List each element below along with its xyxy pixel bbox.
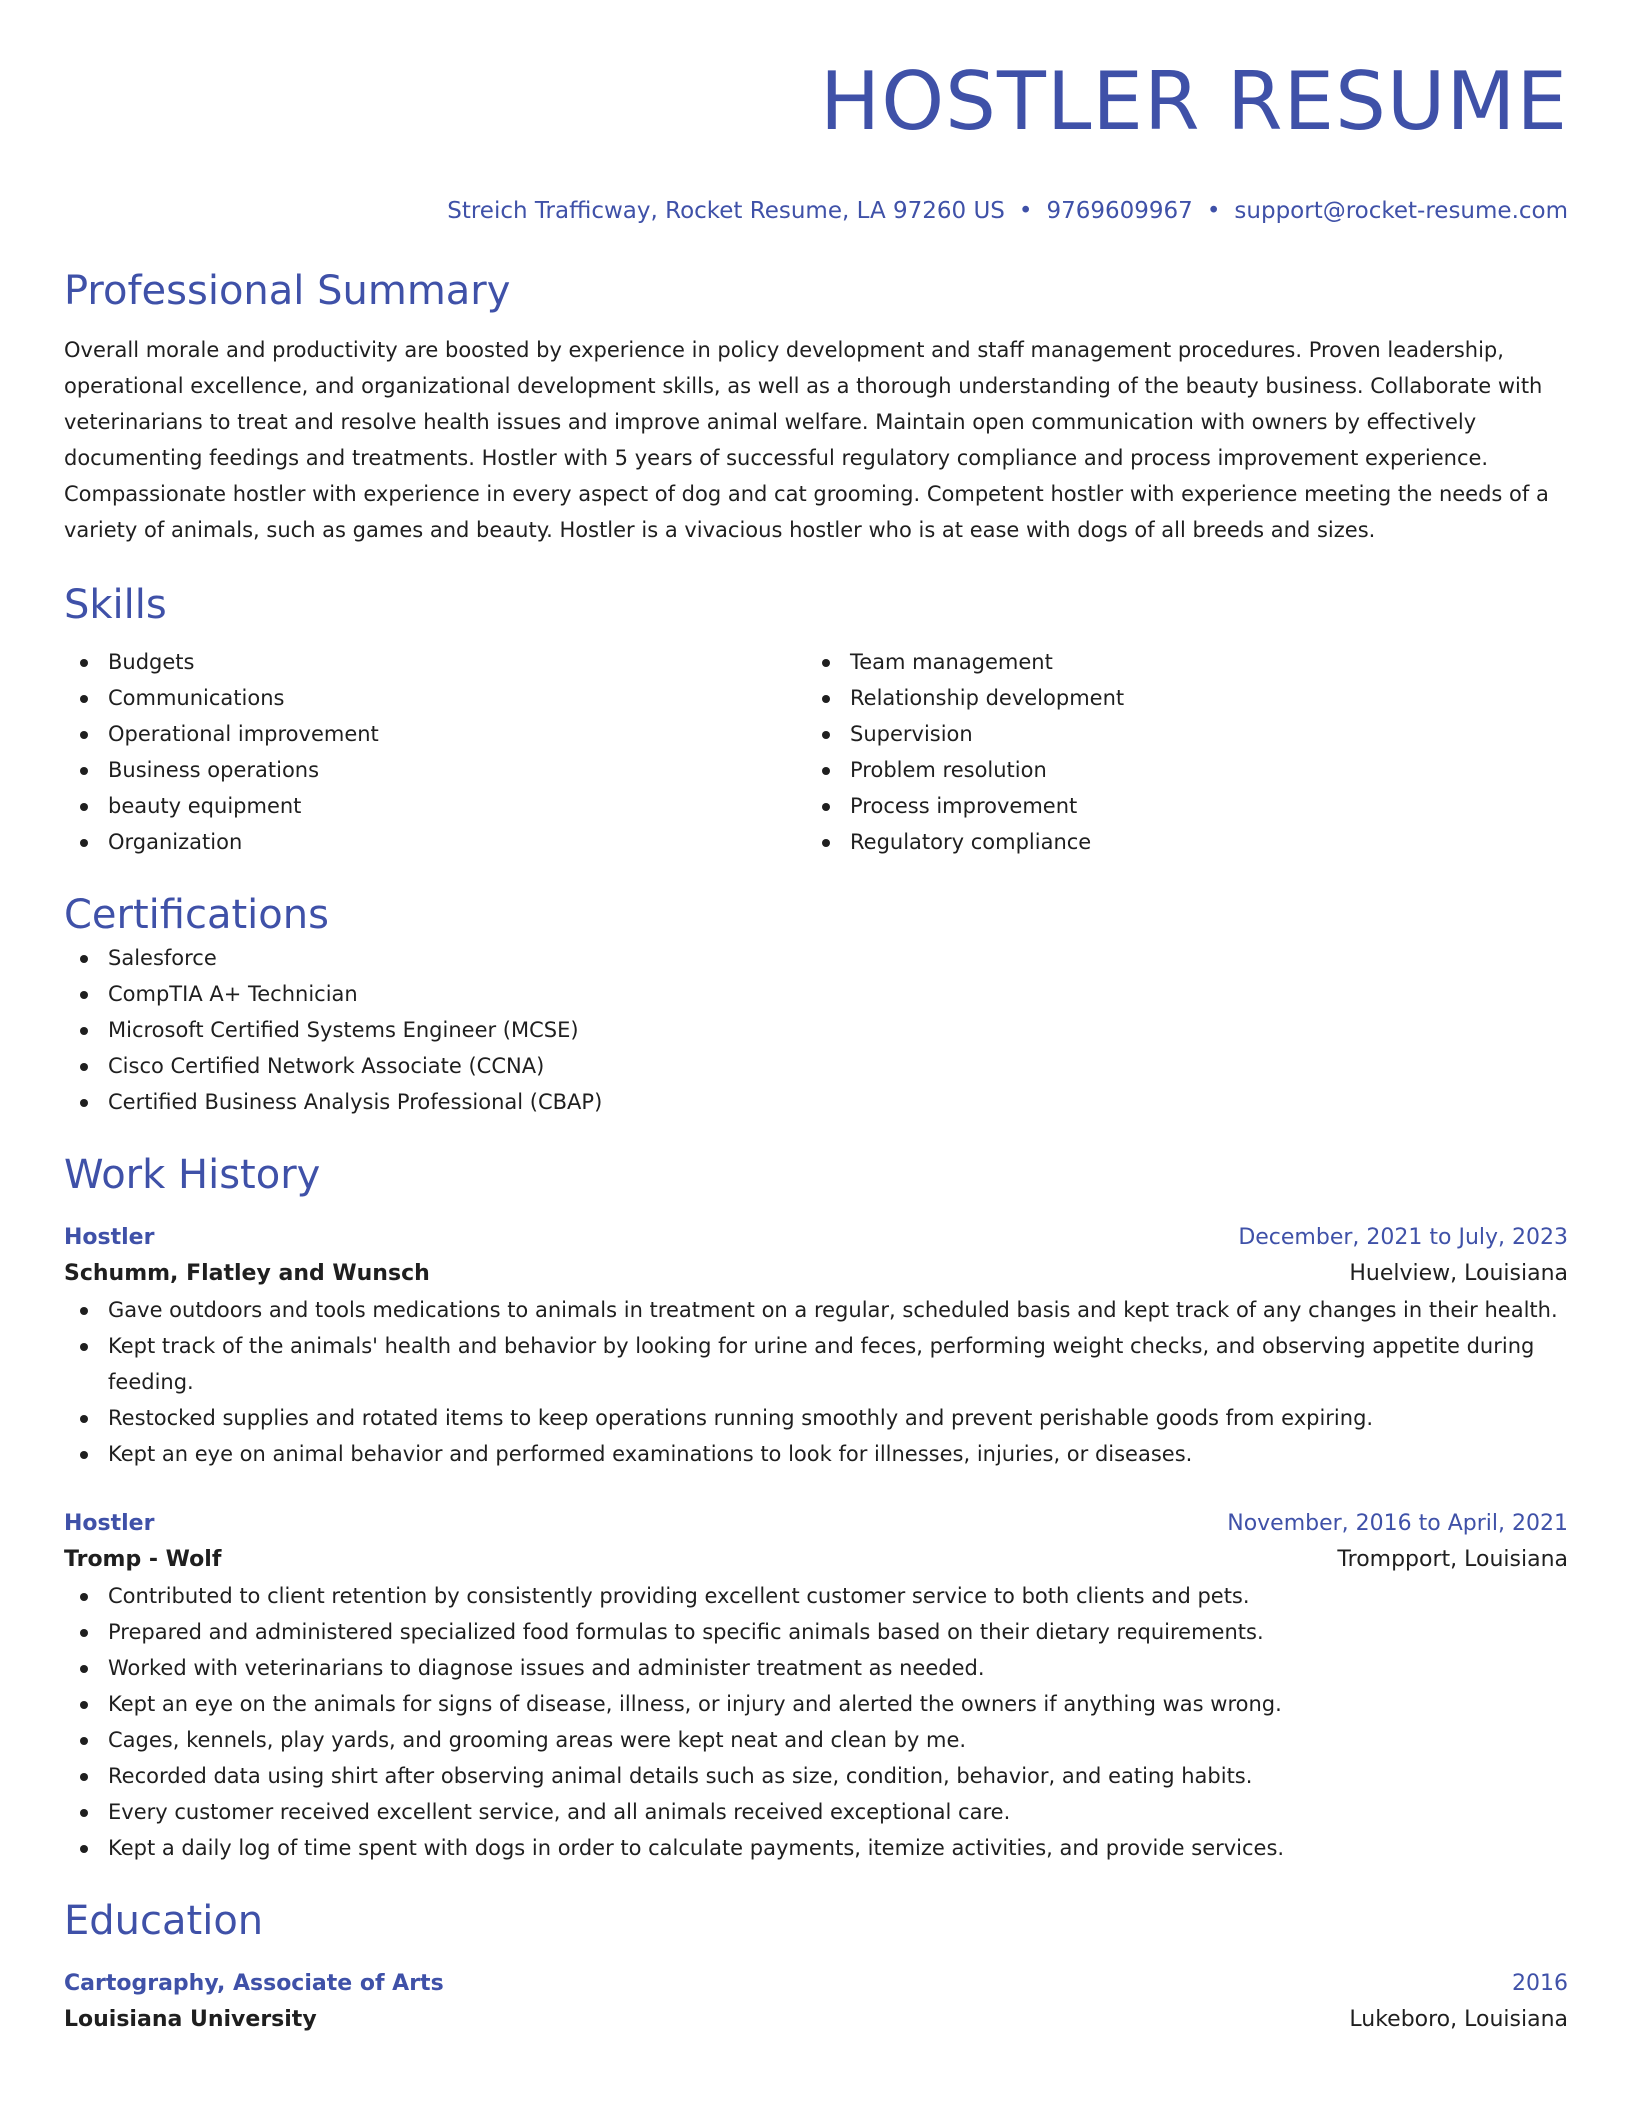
- job-duty-item: Restocked supplies and rotated items to keep operations running smoothly and prevent perishable goods from expiring.: [64, 1400, 1568, 1436]
- job-dates: December, 2021 to July, 2023: [1238, 1225, 1568, 1250]
- education-section: [64, 1896, 1568, 2038]
- job-duties-list: [64, 1292, 1568, 1472]
- skills-list-left: [64, 644, 806, 860]
- job-duty-item: Every customer received excellent service, and all animals received exceptional care.: [64, 1794, 1568, 1830]
- skills-heading: Skills: [64, 582, 167, 628]
- job-title-row: [64, 1506, 1568, 1542]
- education-school-row: [64, 2002, 1568, 2038]
- job-company-row: [64, 1256, 1568, 1292]
- resume-name: HOSTLER RESUME: [820, 55, 1568, 148]
- skill-item: Communications: [64, 680, 806, 716]
- skill-item: Organization: [64, 824, 806, 860]
- job-duties-list: [64, 1578, 1568, 1866]
- job-duty-item: Gave outdoors and tools medications to animals in treatment on a regular, scheduled basis and kept track of any changes in their health.: [64, 1292, 1568, 1328]
- contact-email: support@rocket-resume.com: [1234, 198, 1568, 224]
- certification-item: Certified Business Analysis Professional (CBAP): [64, 1084, 1568, 1120]
- skill-item: Regulatory compliance: [806, 824, 1548, 860]
- job-duty-item: Contributed to client retention by consistently providing excellent customer service to both clients and pets.: [64, 1578, 1568, 1614]
- skills-section: [64, 580, 1568, 860]
- education-heading: Education: [64, 1898, 264, 1944]
- job-duty-item: Prepared and administered specialized food formulas to specific animals based on their dietary requirements.: [64, 1614, 1568, 1650]
- skills-list-right: [806, 644, 1548, 860]
- skill-item: Supervision: [806, 716, 1548, 752]
- contact-line: [64, 196, 1568, 226]
- job-title: Hostler: [64, 1511, 155, 1536]
- skill-item: Problem resolution: [806, 752, 1548, 788]
- certifications-list: [64, 940, 1568, 1120]
- certification-item: CompTIA A+ Technician: [64, 976, 1568, 1012]
- summary-text: Overall morale and productivity are boosted by experience in policy development and staff management procedures. Proven leadership, operational excellence, and organizational development skills, as well as a thorough understanding of the beauty business. Collaborate with veterinarians to treat and resolve health issues and improve animal welfare. Maintain open communication with owners by effectively documenting feedings and treatments. Hostler with 5 years of successful regulatory compliance and process improvement experience. Compassionate hostler with experience in every aspect of dog and cat grooming. Competent hostler with experience meeting the needs of a variety of animals, such as games and beauty. Hostler is a vivacious hostler who is at ease with dogs of all breeds and sizes.: [64, 338, 1549, 542]
- job-entry: [64, 1506, 1568, 1866]
- contact-address: Streich Trafficway, Rocket Resume, LA 97260 US: [447, 198, 1005, 224]
- education-year: 2016: [1512, 1971, 1568, 1996]
- certifications-section: [64, 890, 1568, 1120]
- job-location: Huelview, Louisiana: [1349, 1261, 1568, 1286]
- certification-item: Salesforce: [64, 940, 1568, 976]
- job-duty-item: Cages, kennels, play yards, and grooming areas were kept neat and clean by me.: [64, 1722, 1568, 1758]
- education-degree-row: [64, 1966, 1568, 2002]
- job-title: Hostler: [64, 1225, 155, 1250]
- job-duty-item: Kept an eye on the animals for signs of disease, illness, or injury and alerted the owners if anything was wrong.: [64, 1686, 1568, 1722]
- job-duty-item: Kept a daily log of time spent with dogs in order to calculate payments, itemize activities, and provide services.: [64, 1830, 1568, 1866]
- contact-phone: 9769609967: [1046, 198, 1193, 224]
- job-company-row: [64, 1542, 1568, 1578]
- contact-separator: •: [1018, 198, 1033, 224]
- job-duty-item: Worked with veterinarians to diagnose issues and administer treatment as needed.: [64, 1650, 1568, 1686]
- job-company: Tromp - Wolf: [64, 1547, 222, 1572]
- skill-item: Budgets: [64, 644, 806, 680]
- skill-item: Business operations: [64, 752, 806, 788]
- summary-heading: Professional Summary: [64, 268, 511, 314]
- education-location: Lukeboro, Louisiana: [1349, 2007, 1568, 2032]
- job-duty-item: Kept an eye on animal behavior and performed examinations to look for illnesses, injuries, or diseases.: [64, 1436, 1568, 1472]
- education-entry: [64, 1966, 1568, 2038]
- job-company: Schumm, Flatley and Wunsch: [64, 1261, 430, 1286]
- job-title-row: [64, 1220, 1568, 1256]
- skill-item: Process improvement: [806, 788, 1548, 824]
- job-dates: November, 2016 to April, 2021: [1227, 1511, 1568, 1536]
- skills-column-right: [806, 644, 1548, 860]
- education-degree: Cartography, Associate of Arts: [64, 1971, 444, 1996]
- work-history-heading: Work History: [64, 1152, 321, 1198]
- summary-section: [64, 266, 1568, 548]
- skill-item: beauty equipment: [64, 788, 806, 824]
- skill-item: Team management: [806, 644, 1548, 680]
- resume-header: [64, 0, 1568, 226]
- contact-separator: •: [1206, 198, 1221, 224]
- education-school: Louisiana University: [64, 2007, 317, 2032]
- certifications-heading: Certifications: [64, 892, 329, 938]
- certification-item: Microsoft Certified Systems Engineer (MCSE): [64, 1012, 1568, 1048]
- skill-item: Operational improvement: [64, 716, 806, 752]
- job-duty-item: Kept track of the animals' health and behavior by looking for urine and feces, performing weight checks, and observing appetite during feeding.: [64, 1328, 1568, 1400]
- skills-column-left: [64, 644, 806, 860]
- skill-item: Relationship development: [806, 680, 1548, 716]
- job-duty-item: Recorded data using shirt after observing animal details such as size, condition, behavior, and eating habits.: [64, 1758, 1568, 1794]
- job-location: Trompport, Louisiana: [1337, 1547, 1568, 1572]
- job-entry: [64, 1220, 1568, 1472]
- skills-grid: [64, 644, 1568, 860]
- work-history-section: [64, 1150, 1568, 1866]
- certification-item: Cisco Certified Network Associate (CCNA): [64, 1048, 1568, 1084]
